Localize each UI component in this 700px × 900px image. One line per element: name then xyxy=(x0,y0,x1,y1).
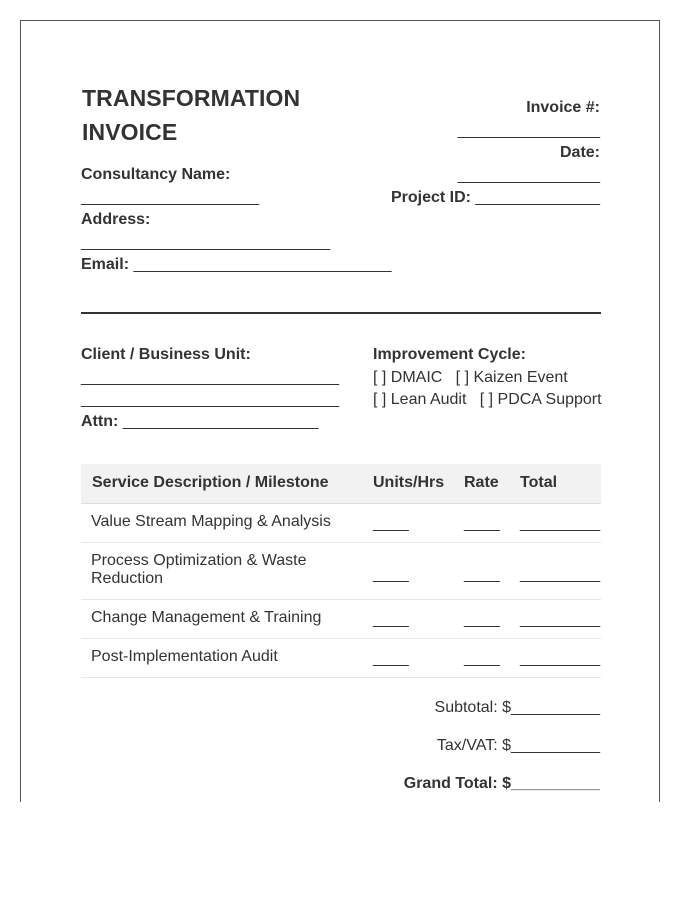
address-field[interactable]: ____________________________ xyxy=(81,234,331,251)
project-id-label: Project ID: xyxy=(390,189,471,206)
row-description: Post-Implementation Audit xyxy=(91,648,278,665)
row-rate-field[interactable]: ____ xyxy=(464,515,500,532)
project-id-field[interactable]: ______________ xyxy=(475,189,600,206)
row-units-field[interactable]: ____ xyxy=(373,650,409,667)
row-description: Value Stream Mapping & Analysis xyxy=(91,513,331,530)
date-label: Date: xyxy=(559,144,600,161)
email-field[interactable]: _____________________________ xyxy=(133,256,392,273)
row-units-field[interactable]: ____ xyxy=(373,566,409,583)
attn-field[interactable]: ______________________ xyxy=(122,413,319,430)
header-service-description: Service Description / Milestone xyxy=(92,474,329,491)
row-description: Process Optimization & Waste Reduction xyxy=(91,552,307,587)
invoice-number-label: Invoice #: xyxy=(526,99,600,116)
table-row xyxy=(81,599,601,639)
invoice-title-line2: INVOICE xyxy=(82,119,178,145)
improvement-cycle-options-row1[interactable]: [ ] DMAIC [ ] Kaizen Event xyxy=(373,369,568,386)
header-divider xyxy=(81,312,601,314)
date-field[interactable]: ________________ xyxy=(457,167,600,184)
header-rate: Rate xyxy=(464,474,499,491)
address-label: Address: xyxy=(81,211,151,228)
invoice-sheet xyxy=(20,20,660,802)
project-id-row xyxy=(391,189,600,207)
invoice-number-field[interactable]: ________________ xyxy=(457,122,600,139)
header-total: Total xyxy=(520,474,558,491)
grand-total-line[interactable]: Grand Total: $__________ xyxy=(403,775,600,792)
consultancy-name-field[interactable]: ____________________ xyxy=(81,189,259,206)
header-units-hrs: Units/Hrs xyxy=(373,474,445,491)
row-description: Change Management & Training xyxy=(91,609,322,626)
attn-row xyxy=(81,413,319,431)
row-units-field[interactable]: ____ xyxy=(373,611,409,628)
client-line-2[interactable]: _____________________________ xyxy=(81,391,340,408)
row-rate-field[interactable]: ____ xyxy=(464,566,500,583)
tax-vat-line[interactable]: Tax/VAT: $__________ xyxy=(436,737,600,754)
consultancy-name-label: Consultancy Name: xyxy=(81,166,231,183)
row-rate-field[interactable]: ____ xyxy=(464,611,500,628)
invoice-title-line1: TRANSFORMATION xyxy=(82,85,301,111)
table-row xyxy=(81,503,601,543)
email-row xyxy=(81,256,392,274)
improvement-cycle-label: Improvement Cycle: xyxy=(373,346,526,363)
row-total-field[interactable]: _________ xyxy=(520,611,601,628)
row-total-field[interactable]: _________ xyxy=(520,650,601,667)
row-total-field[interactable]: _________ xyxy=(520,515,601,532)
table-row xyxy=(81,638,601,678)
improvement-cycle-options-row2[interactable]: [ ] Lean Audit [ ] PDCA Support xyxy=(373,391,602,408)
client-label: Client / Business Unit: xyxy=(81,346,251,363)
services-table-header xyxy=(81,464,601,504)
email-label: Email: xyxy=(81,256,130,273)
table-row xyxy=(81,542,601,600)
subtotal-line[interactable]: Subtotal: $__________ xyxy=(434,699,600,716)
row-rate-field[interactable]: ____ xyxy=(464,650,500,667)
client-line-1[interactable]: _____________________________ xyxy=(81,369,340,386)
row-total-field[interactable]: _________ xyxy=(520,566,601,583)
row-units-field[interactable]: ____ xyxy=(373,515,409,532)
attn-label: Attn: xyxy=(81,413,119,430)
